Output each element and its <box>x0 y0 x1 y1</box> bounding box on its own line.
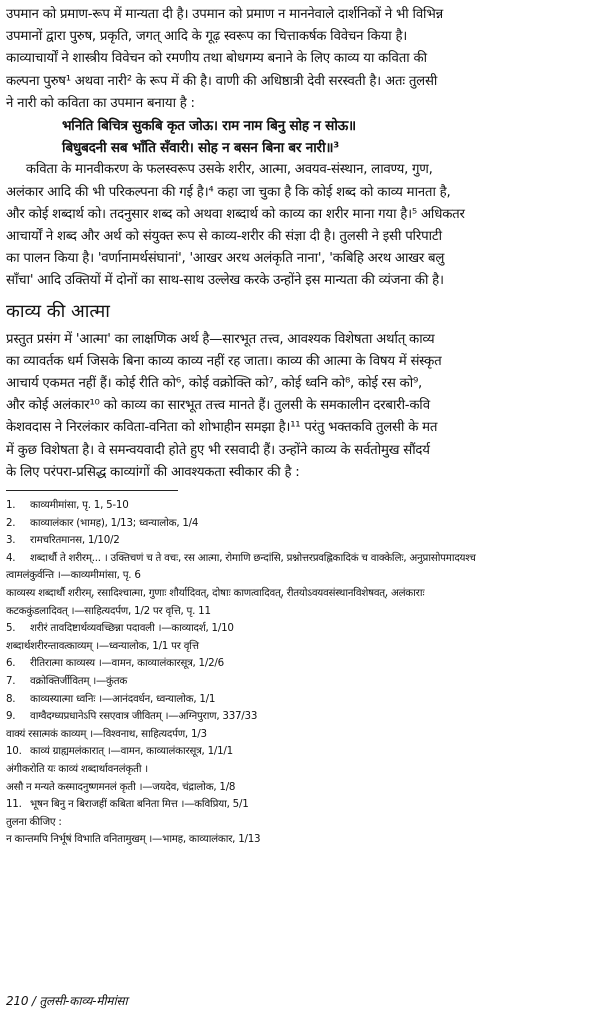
footnote-line <box>6 550 594 568</box>
footnote-line: त्वामलंकुर्वन्ति ।—काव्यमीमांसा, पृ. 6 <box>6 569 141 582</box>
footnote-line: काव्यस्य शब्दार्थौ शरीरम्, रसादिश्चात्मा, गुणाः शौर्यादिवत्, दोषाः काणत्वादिवत्, रीतयोऽवयवसंस्थानविशेषवत्, अलंकाराः <box>6 587 425 600</box>
footnote-item <box>6 673 594 691</box>
footnote-item <box>6 708 594 743</box>
footnote-line: न कान्तमपि निर्भूषं विभाति वनितामुखम् ।—भामह, काव्यालंकार, 1/13 <box>6 833 261 846</box>
footnote-text: काव्यमीमांसा, पृ. 1, 5-10 <box>30 499 129 512</box>
footnote-line <box>6 673 594 691</box>
verse-line: भनिति बिचित्र सुकबि कृत जोऊ। राम नाम बिनु सोह न सोऊ॥ <box>62 118 356 135</box>
verse-block <box>6 115 594 159</box>
footnote-text: रामचरितमानस, 1/10/2 <box>30 534 120 547</box>
text-line: के लिए परंपरा-प्रसिद्ध काव्यांगों की आवश्यकता स्वीकार की है : <box>6 464 300 480</box>
text-line: प्रस्तुत प्रसंग में 'आत्मा' का लाक्षणिक अर्थ है—सारभूत तत्त्व, आवश्यक विशेषता अर्थात् काव्य <box>6 331 435 347</box>
text-line: का पालन किया है। 'वर्णानामर्थसंघानां', 'आखर अरथ अलंकृति नाना', 'कबिहि अरथ आखर बलु <box>6 251 445 267</box>
footnote-item <box>6 620 594 655</box>
footnote-item <box>6 532 594 550</box>
footnotes <box>6 497 594 849</box>
footnote-number: 9. <box>6 710 16 723</box>
footnote-line: अंगीकरोति यः काव्यं शब्दार्थावनलंकृती । <box>6 762 148 775</box>
text-line: कल्पना पुरुष¹ अथवा नारी² के रूप में की है। वाणी की अधिष्ठात्री देवी सरस्वती है। अतः तुलसी <box>6 73 438 89</box>
footnote-text: भूषन बिनु न बिराजहीं कबिता बनिता मित्त ।—कविप्रिया, 5/1 <box>30 798 249 811</box>
footnote-number: 4. <box>6 551 16 564</box>
footnote-line: तुलना कीजिए : <box>6 815 62 828</box>
footnote-text: रीतिरात्मा काव्यस्य ।—वामन, काव्यालंकारसूत्र, 1/2/6 <box>30 657 224 670</box>
text-line: उपमानों द्वारा पुरुष, प्रकृति, जगत् आदि के गूढ़ स्वरूप का चित्ताकर्षक विवेचन किया है। <box>6 29 408 45</box>
footnote-text: काव्यं ग्राह्यमलंकारात् ।—वामन, काव्यालंकारसूत्र, 1/1/1 <box>30 745 233 758</box>
footnote-divider <box>6 490 178 491</box>
footnote-item <box>6 655 594 673</box>
footnote-line <box>6 620 594 638</box>
text-line: ने नारी को कविता का उपमान बनाया है : <box>6 95 195 111</box>
footnote-item <box>6 691 594 709</box>
footnote-line <box>6 708 594 726</box>
footnote-number: 10. <box>6 745 22 758</box>
footnote-number: 7. <box>6 675 16 687</box>
text-line: का व्यावर्तक धर्म जिसके बिना काव्य काव्य नहीं रह जाता। काव्य की आत्मा के विषय में संस्कृत <box>6 353 442 369</box>
footnote-number: 8. <box>6 692 16 705</box>
footnote-line <box>6 743 594 761</box>
footnote-text: वक्रोक्तिर्जीवितम् ।—कुंतक <box>30 675 127 687</box>
text-line: और कोई अलंकार¹⁰ को काव्य का सारभूत तत्त्व मानते हैं। तुलसी के समकालीन दरबारी-कवि <box>6 398 430 414</box>
footnote-line: असौ न मन्यते कस्मादनुष्णमनलं कृती ।—जयदेव, चंद्रालोक, 1/8 <box>6 780 236 793</box>
footnote-line <box>6 515 594 533</box>
footnote-item <box>6 743 594 796</box>
intro-paragraph <box>6 4 594 115</box>
footnote-text: काव्यालंकार (भामह), 1/13; ध्वन्यालोक, 1/4 <box>30 516 199 529</box>
footnote-text: वाग्वैदग्ध्यप्रधानेऽपि रसएवात्र जीवितम् ।—अग्निपुराण, 337/33 <box>30 710 258 723</box>
footnote-number: 1. <box>6 499 16 512</box>
text-line: साँचा' आदि उक्तियों में दोनों का साथ-साथ उल्लेख करके उन्होंने इस मान्यता की व्यंजना की है। <box>6 273 444 289</box>
text-line: केशवदास ने निरलंकार कविता-वनिता को शोभाहीन समझा है।¹¹ परंतु भक्तकवि तुलसी के मत <box>6 420 438 436</box>
footnote-line <box>6 497 594 515</box>
text-line: कविता के मानवीकरण के फलस्वरूप उसके शरीर, आत्मा, अवयव-संस्थान, लावण्य, गुण, <box>6 162 433 178</box>
footnote-number: 3. <box>6 534 16 547</box>
footnote-line <box>6 532 594 550</box>
text-line: आचार्य एकमत नहीं हैं। कोई रीति को⁶, कोई वक्रोक्ति को⁷, कोई ध्वनि को⁸, कोई रस को⁹, <box>6 376 423 392</box>
footnote-line <box>6 691 594 709</box>
text-line: आचार्यों ने शब्द और अर्थ को संयुक्त रूप से काव्य-शरीर की संज्ञा दी है। तुलसी ने इसी परिपाटी <box>6 229 442 245</box>
text-line: और कोई शब्दार्थ को। तदनुसार शब्द को अथवा शब्दार्थ को काव्य का शरीर माना गया है।⁵ अधिकतर <box>6 206 465 222</box>
text-line: काव्याचार्यों ने शास्त्रीय विवेचन को रमणीय तथा बोधगम्य बनाने के लिए काव्य या कविता की <box>6 51 427 67</box>
soul-paragraph <box>6 329 594 484</box>
footnote-item <box>6 515 594 533</box>
footnote-line <box>6 655 594 673</box>
section-heading: काव्य की आत्मा <box>6 300 110 322</box>
footnote-number: 6. <box>6 657 16 670</box>
text-line: में कुछ विशेषता है। वे समन्वयवादी होते हुए भी रसवादी हैं। उन्होंने काव्य के सर्वतोमुख सौंदर्य <box>6 442 430 458</box>
footnote-line: वाक्यं रसात्मकं काव्यम् ।—विश्वनाथ, साहित्यदर्पण, 1/3 <box>6 727 207 740</box>
footnote-line: शब्दार्थशरीरन्तावत्काव्यम् ।—ध्वन्यालोक, 1/1 पर वृत्ति <box>6 639 199 652</box>
text-line: उपमान को प्रमाण-रूप में मान्यता दी है। उपमान को प्रमाण न माननेवाले दार्शनिकों ने भी विभिन्न <box>6 7 443 22</box>
footnote-item <box>6 497 594 515</box>
footnote-item <box>6 550 594 620</box>
footnote-text: शब्दार्थौ ते शरीरम्... । उक्तिचणं च ते वचः, रस आत्मा, रोमाणि छन्दांसि, प्रश्नोत्तरप्रवह्लिकादिकं च वाक्केलिः, अनुप्रासोपमादयश्च <box>30 551 476 564</box>
verse-line: बिधुबदनी सब भाँति सँवारी। सोह न बसन बिना बर नारी॥³ <box>62 140 339 157</box>
footnote-line <box>6 796 594 814</box>
footnote-text: शरीरं तावदिष्टार्थव्यवच्छिन्ना पदावली ।—काव्यादर्श, 1/10 <box>30 622 234 635</box>
footnote-number: 11. <box>6 798 22 811</box>
page-footer: 210 / तुलसी-काव्य-मीमांसा <box>6 994 128 1008</box>
personification-paragraph <box>6 159 594 292</box>
footnote-number: 2. <box>6 516 16 529</box>
footnote-text: काव्यस्यात्मा ध्वनिः ।—आनंदवर्धन, ध्वन्यालोक, 1/1 <box>30 692 216 705</box>
footnote-line: कटककुंडलादिवत् ।—साहित्यदर्पण, 1/2 पर वृत्ति, पृ. 11 <box>6 604 211 617</box>
footnote-number: 5. <box>6 622 16 635</box>
footnote-item <box>6 796 594 849</box>
text-line: अलंकार आदि की भी परिकल्पना की गई है।⁴ कहा जा चुका है कि कोई शब्द को काव्य मानता है, <box>6 184 451 200</box>
